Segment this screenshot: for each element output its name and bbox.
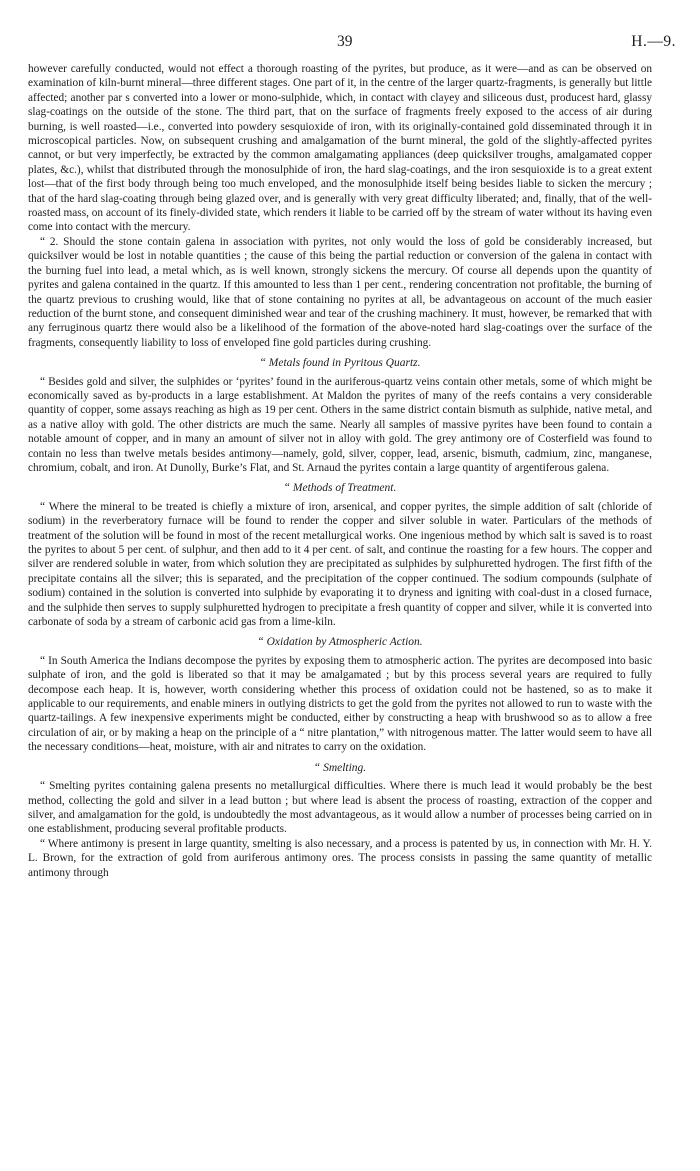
paragraph-oxidation: “ In South America the Indians decompose the pyrites by exposing them to atmospheric action. The pyrites are decomposed into basic sulphate of iron, and the gold is liberated so that it may be amalgamated ; but by this process several years are required to fully decompose each heap. It is, however, worth considering whether this process of oxidation could not be hastened, so as to make it applicable to our requirements, and enable miners in outlying districts to get the gold from the pyrites not allowed to run to waste with the quartz-tailings. A few inexpensive experiments might be conducted, either by constructing a heap with brushwood so as to allow a free circulation of air, or by making a heap on the principle of a “ nitre plantation,” with nitrogenous matter. The latter would seem to have all the necessary conditions—heat, moisture, with air and nitrates to carry on the oxidation. <box>28 654 653 754</box>
page-header <box>0 33 700 53</box>
document-reference: H.—9. <box>631 33 676 50</box>
paragraph-galena: “ 2. Should the stone contain galena in association with pyrites, not only would the loss of gold be considerably increased, but quicksilver would be lost in notable quantities ; the cause of this being the partial reduction or conversion of the galena in contact with the burning fuel into lead, a metal which, as is well known, strongly sickens the mercury. Of course all depends upon the quantity of pyrites and galena contained in the quartz. If this amounted to less than 1 per cent., rendering concentration not profitable, the burning of the quartz previous to crushing would, like that of stone containing no pyrites at all, be advantageous on account of the much easier reduction of the burnt stone, and consequent diminished wear and tear of the crushing machinery. It must, however, be remarked that with any ferruginous quartz there would also be a likelihood of the formation of the above-noted hard slag-coatings over the surface of the fragments, consequently liability to loss of enveloped fine gold particles during crushing. <box>28 235 652 349</box>
page-number: 39 <box>337 33 353 50</box>
section-heading-metals: “ Metals found in Pyritous Quartz. <box>259 357 421 370</box>
section-heading-methods: “ Methods of Treatment. <box>283 482 397 495</box>
paragraph-metals: “ Besides gold and silver, the sulphides or ‘pyrites’ found in the auriferous-quartz veins contain other metals, some of which might be economically saved as by-products in a large establishment. At Maldon the pyrites of many of the reefs contains a very considerable quantity of copper, some assays reaching as high as 19 per cent. Others in the same district contain bismuth as sulphide, native metal, and as a native alloy with gold. The other districts are much the same. Nearly all samples of massive pyrites have been found to contain a notable amount of copper, and in many an amount of silver not in alloy with gold. The grey antimony ore of Costerfield was found to contain no less than twelve metals besides antimony—namely, gold, silver, copper, lead, arsenic, bismuth, cadmium, zinc, manganese, chromium, cobalt, and iron. At Dunolly, Burke’s Flat, and St. Arnaud the pyrites contain a large quantity of argentiferous galena. <box>28 375 652 474</box>
paragraph-smelting: “ Smelting pyrites containing galena presents no metallurgical difficulties. Where there is much lead it would probably be the best method, collecting the gold and silver in a lead button ; but where lead is absent the process of roasting, extraction of the copper and silver, and amalgamation for the gold, is undoubtedly the most advantageous, as it would allow a number of processes being carried on in one establishment, producing several profitable products. <box>28 780 652 836</box>
section-heading-smelting: “ Smelting. <box>313 761 367 774</box>
paragraph-antimony: “ Where antimony is present in large quantity, smelting is also necessary, and a process is patented by us, in connection with Mr. H. Y. L. Brown, for the extraction of gold from auriferous antimony ores. The process consists in passing the same quantity of metallic antimony through <box>28 837 652 879</box>
document-body <box>28 62 652 880</box>
paragraph-methods: “ Where the mineral to be treated is chiefly a mixture of iron, arsenical, and copper pyrites, the simple addition of salt (chloride of sodium) in the reverberatory furnace will be found to render the copper and silver soluble in water. Particulars of the methods of treatment of the solution will be found in most of the recent metallurgical works. One ingenious method by which salt is saved is to roast the pyrites to about 5 per cent. of sulphur, and then add to it 4 per cent. of salt, and continue the roasting for a few hours. The copper and silver are rendered soluble in water, from which solution they are precipitated as sulphides by sulphuretted hydrogen. The first fifth of the precipitate contains all the silver; this is separated, and the precipitation of the copper continued. The sodium compounds (sulphate of sodium) contained in the solution is converted into sulphide by evaporating it to dryness and igniting with coal-dust in a closed furnace, and the sulphide then serves to supply sulphuretted hydrogen to precipitate a fresh quantity of copper and silver, while it is converted into carbonate of soda by a stream of carbonic acid gas from a lime-kiln. <box>28 500 652 629</box>
section-heading-oxidation: “ Oxidation by Atmospheric Action. <box>257 636 423 649</box>
paragraph-continuation: however carefully conducted, would not effect a thorough roasting of the pyrites, but produce, as it were—and as can be observed on examination of kiln-burnt mineral—three different stages. One part of it, in the centre of the larger quartz-fragments, is generally but little affected; another par s converted into a lower or mono-sulphide, which, in contact with clayey and siliceous dust, producest hard, glassy slag-coatings on the outside of the stone. The third part, that on the surface of fragments freely exposed to the access of air during burning, is well roasted—i.e., converted into powdery sesquioxide of iron, with its originally-contained gold disseminated through it in microscopical particles. Now, on subsequent crushing and amalgamation of the burnt mineral, the gold of the slightly-affected pyrites cannot, or but very imperfectly, be extracted by the common amalgamating appliances (deep quicksilver troughs, amalgamated copper plates, &c.), whilst that distributed through the monosulphide of iron, the hard slag-coatings, and the iron sesquioxide is to a great extent lost—that of the first body through being too much enveloped, and the monosulphide itself being besides liable to sicken the mercury ; that of the hard slag-coating through being glazed over, and is generally with very great difficulty liberated; and, finally, that of the well-roasted mass, on account of its finely-divided state, which renders it liable to be carried off by the stream of water without its having even come into contact with the mercury. <box>28 63 652 234</box>
